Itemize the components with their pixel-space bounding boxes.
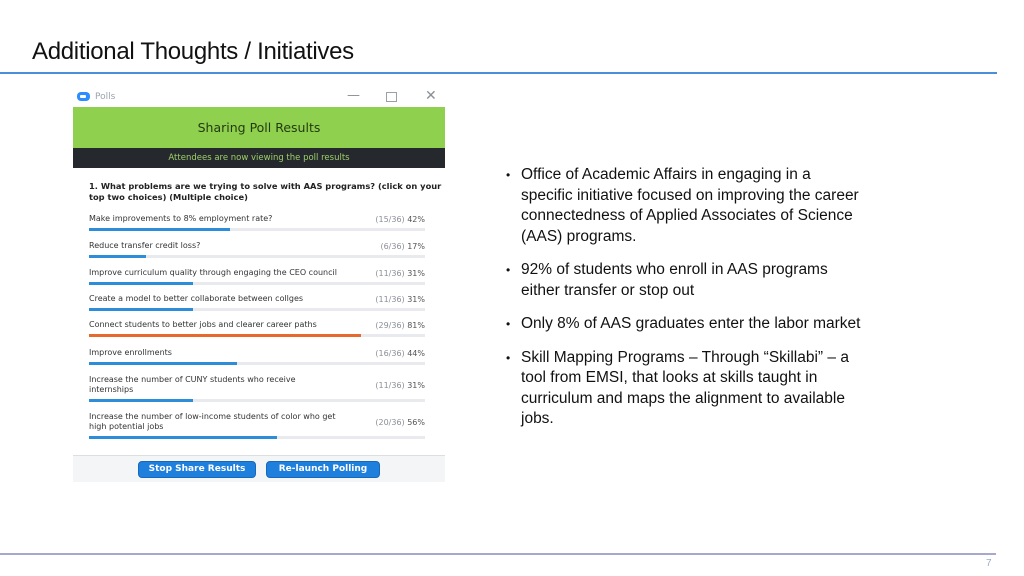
result-bar xyxy=(89,255,146,258)
slide-title: Additional Thoughts / Initiatives xyxy=(32,38,354,65)
close-button[interactable]: ✕ xyxy=(425,88,437,104)
poll-option xyxy=(89,268,425,285)
option-result xyxy=(375,269,425,278)
zoom-camera-icon xyxy=(77,92,90,101)
option-label: Improve enrollments xyxy=(89,348,172,357)
option-percent: 31% xyxy=(407,268,425,278)
result-bar-track xyxy=(89,362,425,365)
bullet-text: Office of Academic Affairs in engaging in a specific initiative focused on improving the career connectedness of Applied Associates of Science (AAS) programs. xyxy=(521,166,859,245)
option-percent: 81% xyxy=(407,320,425,330)
sharing-banner: Sharing Poll Results xyxy=(73,107,445,148)
option-percent: 17% xyxy=(407,241,425,251)
result-bar xyxy=(89,399,193,402)
bullet-item xyxy=(506,165,866,247)
option-count: (11/36) xyxy=(375,294,405,304)
result-bar xyxy=(89,228,230,231)
option-result xyxy=(375,295,425,304)
bullet-icon: • xyxy=(506,350,511,365)
option-percent: 31% xyxy=(407,380,425,390)
option-result xyxy=(375,349,425,358)
poll-question: 1. What problems are we trying to solve with AAS programs? (click on your top two choices) (Multiple choice) xyxy=(89,181,442,202)
option-result xyxy=(375,215,425,224)
result-bar-track xyxy=(89,334,425,337)
option-count: (29/36) xyxy=(375,320,405,330)
bullet-icon: • xyxy=(506,168,511,182)
poll-options xyxy=(89,214,425,439)
relaunch-polling-button[interactable]: Re-launch Polling xyxy=(266,461,380,478)
poll-option xyxy=(89,348,425,365)
option-label: Reduce transfer credit loss? xyxy=(89,241,201,250)
poll-option xyxy=(89,294,425,311)
option-percent: 31% xyxy=(407,294,425,304)
maximize-button[interactable] xyxy=(386,92,397,102)
minimize-button[interactable]: — xyxy=(347,88,360,103)
result-bar xyxy=(89,334,361,337)
stop-share-results-button[interactable]: Stop Share Results xyxy=(138,461,256,478)
title-divider xyxy=(0,72,997,74)
option-percent: 44% xyxy=(407,348,425,358)
result-bar xyxy=(89,308,193,311)
poll-window xyxy=(73,86,445,482)
poll-option xyxy=(89,412,425,439)
option-label: Make improvements to 8% employment rate? xyxy=(89,214,273,223)
option-percent: 56% xyxy=(407,417,425,427)
bullet-list xyxy=(506,165,866,443)
poll-option xyxy=(89,320,425,337)
status-banner: Attendees are now viewing the poll results xyxy=(73,148,445,168)
option-label: Create a model to better collaborate between collges xyxy=(89,294,304,303)
option-label: Increase the number of CUNY students who receive internships xyxy=(89,375,296,394)
bullet-icon: • xyxy=(506,263,511,277)
option-label: Increase the number of low-income students of color who get high potential jobs xyxy=(89,412,336,431)
result-bar-track xyxy=(89,436,425,439)
bullet-item xyxy=(506,260,866,301)
result-bar-track xyxy=(89,255,425,258)
result-bar-track xyxy=(89,228,425,231)
result-bar xyxy=(89,362,237,365)
bullet-item xyxy=(506,314,866,335)
footer-divider xyxy=(0,553,996,555)
option-result xyxy=(375,418,425,427)
window-title: Polls xyxy=(95,91,116,102)
result-bar-track xyxy=(89,282,425,285)
bullet-text: Skill Mapping Programs – Through “Skillabi” – a tool from EMSI, that looks at skills taught in curriculum and maps the alignment to available jobs. xyxy=(521,348,849,427)
option-label: Connect students to better jobs and clearer career paths xyxy=(89,320,317,329)
option-percent: 42% xyxy=(407,214,425,224)
bullet-text: 92% of students who enroll in AAS programs either transfer or stop out xyxy=(521,261,828,299)
window-titlebar[interactable] xyxy=(73,86,445,107)
option-count: (6/36) xyxy=(380,241,405,251)
bullet-item xyxy=(506,348,866,430)
poll-option xyxy=(89,214,425,231)
option-label: Improve curriculum quality through engaging the CEO council xyxy=(89,268,337,277)
poll-option xyxy=(89,375,425,402)
option-result xyxy=(375,381,425,390)
option-count: (16/36) xyxy=(375,348,405,358)
option-count: (15/36) xyxy=(375,214,405,224)
option-count: (20/36) xyxy=(375,417,405,427)
bullet-icon: • xyxy=(506,317,511,331)
option-count: (11/36) xyxy=(375,380,405,390)
result-bar-track xyxy=(89,399,425,402)
result-bar xyxy=(89,436,277,439)
poll-option xyxy=(89,241,425,258)
option-result xyxy=(380,242,425,251)
page-number: 7 xyxy=(986,558,992,569)
option-result xyxy=(375,321,425,330)
option-count: (11/36) xyxy=(375,268,405,278)
result-bar-track xyxy=(89,308,425,311)
result-bar xyxy=(89,282,193,285)
poll-footer xyxy=(73,455,445,482)
bullet-text: Only 8% of AAS graduates enter the labor market xyxy=(521,315,861,332)
